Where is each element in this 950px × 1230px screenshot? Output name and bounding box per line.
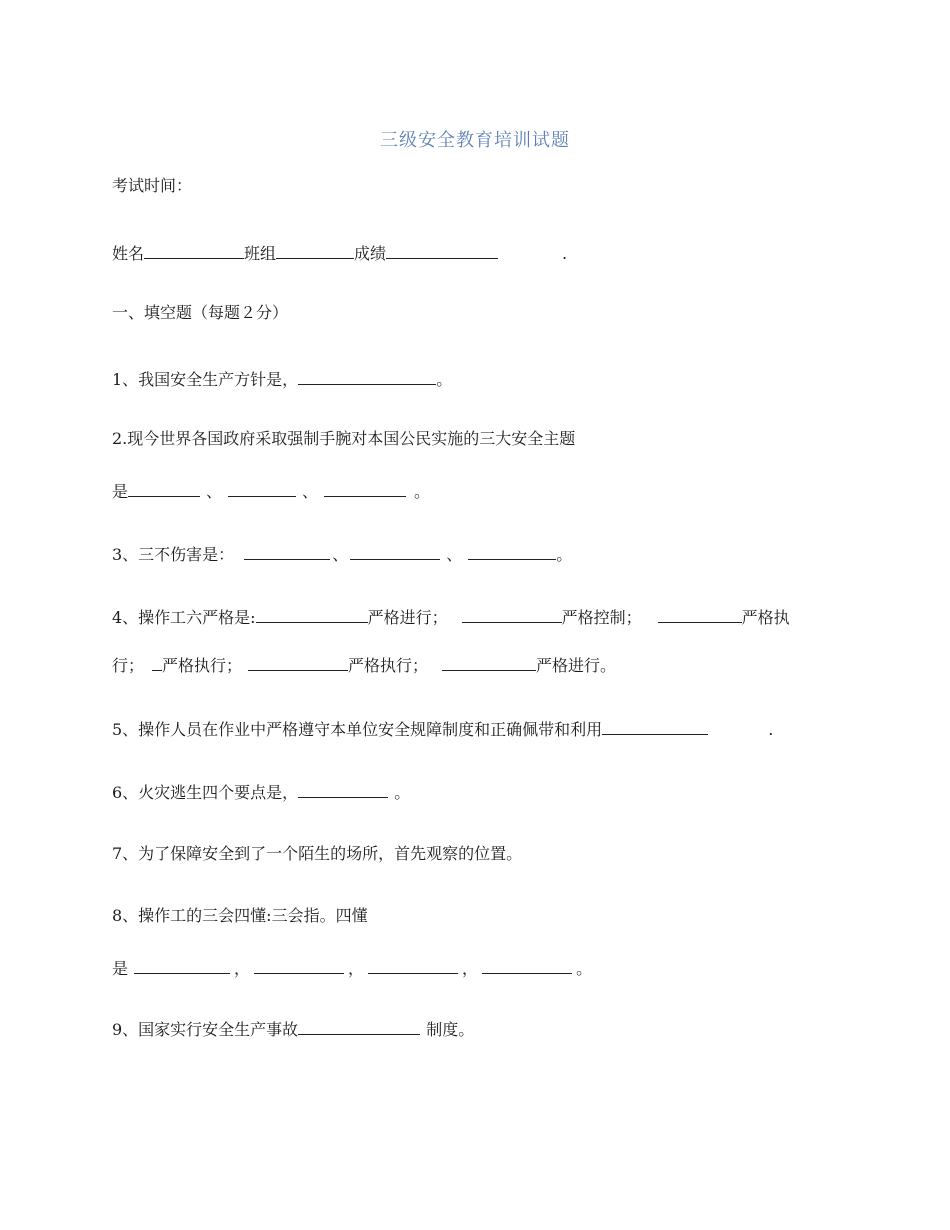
name-blank[interactable] — [144, 240, 244, 259]
q3-end: 。 — [556, 545, 573, 564]
q1-end: 。 — [436, 370, 453, 389]
q4-p3: 严格执 — [741, 608, 790, 627]
q6-end: 。 — [394, 783, 411, 802]
q4-blank-4[interactable] — [152, 652, 162, 671]
q9-text: 9、国家实行安全生产事故 — [112, 1020, 299, 1039]
header-fields — [112, 240, 567, 265]
q2-sep-2: 、 — [302, 482, 319, 501]
q3-sep-2: 、 — [446, 545, 463, 564]
q3-blank-1[interactable] — [244, 541, 330, 560]
header-end: . — [562, 244, 568, 263]
q5-text: 5、操作人员在作业中严格遵守本单位安全规障制度和正确佩带和利用 — [112, 720, 603, 739]
question-7: 7、为了保障安全到了一个陌生的场所，首先观察的位置。 — [112, 844, 523, 863]
question-1 — [112, 366, 452, 391]
q2-start: 是 — [112, 482, 129, 501]
q4-p7: 严格进行。 — [536, 656, 617, 675]
q4-blank-2[interactable] — [462, 604, 562, 623]
question-2-blanks — [112, 478, 430, 503]
q8-blank-2[interactable] — [254, 955, 344, 974]
page-title: 三级安全教育培训试题 — [380, 130, 570, 151]
q5-blank[interactable] — [602, 716, 708, 735]
question-6 — [112, 779, 410, 804]
q2-blank-2[interactable] — [228, 478, 296, 497]
q4-p5: 严格执行； — [162, 656, 243, 675]
q4-blank-6[interactable] — [442, 652, 536, 671]
q9-blank[interactable] — [298, 1016, 420, 1035]
score-blank[interactable] — [386, 240, 498, 259]
q5-end: . — [768, 720, 774, 739]
q3-text: 3、三不伤害是： — [112, 545, 235, 564]
q6-blank[interactable] — [298, 779, 388, 798]
q2-blank-1[interactable] — [128, 478, 200, 497]
q4-blank-5[interactable] — [248, 652, 348, 671]
question-3 — [112, 541, 572, 566]
question-4-line-1 — [112, 604, 790, 629]
q1-blank[interactable] — [298, 366, 436, 385]
q3-blank-3[interactable] — [468, 541, 556, 560]
q4-p4: 行； — [112, 656, 145, 675]
q3-sep-1: 、 — [332, 545, 349, 564]
q4-blank-1[interactable] — [256, 604, 368, 623]
question-9 — [112, 1016, 474, 1041]
q4-p6: 严格执行； — [348, 656, 429, 675]
q4-p2: 严格控制； — [561, 608, 642, 627]
score-label: 成绩 — [354, 244, 387, 263]
group-label: 班组 — [244, 244, 277, 263]
q2-blank-3[interactable] — [324, 478, 406, 497]
q8-sep-1: ， — [234, 959, 251, 978]
q8-blank-1[interactable] — [134, 955, 230, 974]
q2-end: 。 — [414, 482, 431, 501]
q8-sep-2: ， — [348, 959, 365, 978]
group-blank[interactable] — [276, 240, 354, 259]
q8-blank-3[interactable] — [368, 955, 458, 974]
q6-text: 6、火灾逃生四个要点是， — [112, 783, 299, 802]
exam-time-label: 考试时间： — [112, 176, 193, 195]
q1-text: 1、我国安全生产方针是， — [112, 370, 299, 389]
question-5 — [112, 716, 773, 741]
q9-end: 制度。 — [426, 1020, 475, 1039]
q4-start: 4、操作工六严格是: — [112, 608, 256, 627]
question-8-blanks — [112, 955, 592, 980]
question-2-text: 2.现今世界各国政府采取强制手腕对本国公民实施的三大安全主题 — [112, 429, 576, 448]
q8-sep-3: ， — [462, 959, 479, 978]
q2-sep-1: 、 — [206, 482, 223, 501]
q3-blank-2[interactable] — [350, 541, 440, 560]
question-4-line-2 — [112, 652, 616, 677]
section-heading: 一、填空题（每题２分） — [112, 303, 289, 322]
q4-p1: 严格进行； — [367, 608, 448, 627]
q8-blank-4[interactable] — [482, 955, 572, 974]
name-label: 姓名 — [112, 244, 145, 263]
q4-blank-3[interactable] — [658, 604, 742, 623]
q8-start: 是 — [112, 959, 129, 978]
q8-end: 。 — [576, 959, 593, 978]
question-8-text: 8、操作工的三会四懂:三会指。四懂 — [112, 906, 368, 925]
